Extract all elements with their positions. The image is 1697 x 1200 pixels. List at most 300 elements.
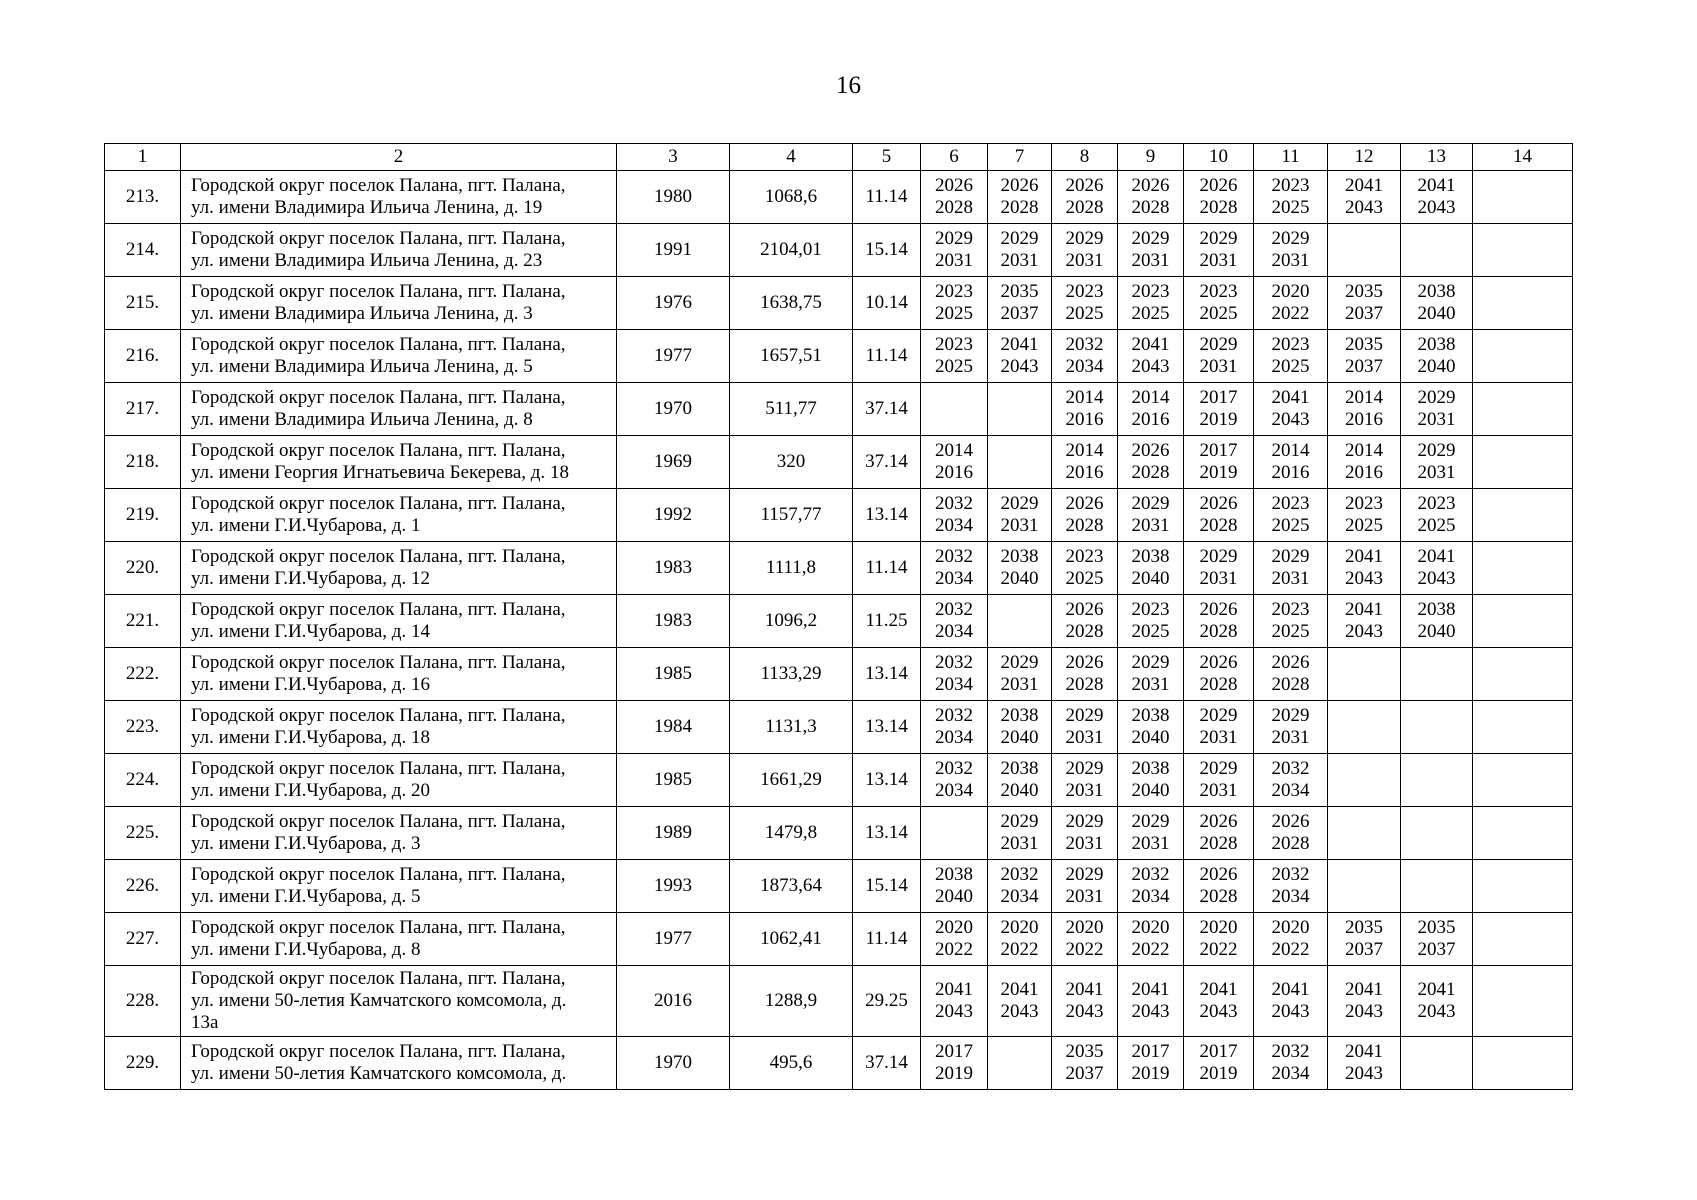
address-line: Городской округ поселок Палана, пгт. Палана,: [191, 1041, 566, 1062]
column-header: 10: [1184, 144, 1254, 171]
period-year: 2029: [1065, 228, 1104, 249]
table-row: [105, 330, 1573, 383]
period-cell: [1118, 860, 1184, 913]
period-year: 2031: [1271, 568, 1310, 589]
table-row: [105, 648, 1573, 701]
period-year: 2028: [1131, 462, 1170, 483]
table-row: [105, 754, 1573, 807]
period-year: 2043: [1345, 197, 1383, 218]
table-row: [105, 277, 1573, 330]
period-year: 2032: [935, 758, 973, 779]
period-year: 2031: [1131, 674, 1170, 695]
period-year: 2040: [1131, 727, 1170, 748]
period-cell: [1328, 1037, 1401, 1090]
area-cell: 1111,8: [730, 542, 853, 595]
period-year: 2029: [1065, 705, 1104, 726]
period-cell: [921, 648, 988, 701]
year-cell: 1993: [617, 860, 730, 913]
period-year: 2023: [1271, 599, 1310, 620]
address-line: ул. имени Владимира Ильича Ленина, д. 23: [191, 250, 543, 271]
period-cell: [921, 542, 988, 595]
address-line: Городской округ поселок Палана, пгт. Палана,: [191, 917, 566, 938]
period-cell: [988, 171, 1052, 224]
period-cell: [1328, 595, 1401, 648]
period-year: 2041: [1345, 599, 1383, 620]
period-year: 2029: [1065, 864, 1104, 885]
period-year: 2029: [1271, 228, 1310, 249]
period-year: 2026: [1199, 493, 1238, 514]
period-year: 2017: [1131, 1041, 1170, 1062]
period-cell: [1473, 224, 1573, 277]
period-year: 2034: [935, 515, 973, 536]
period-year: 2038: [1000, 705, 1039, 726]
period-cell: [921, 701, 988, 754]
period-year: 2026: [1199, 811, 1238, 832]
address-line: Городской округ поселок Палана, пгт. Палана,: [191, 175, 566, 196]
period-cell: [1052, 436, 1118, 489]
code-cell: 15.14: [853, 224, 921, 277]
period-cell: [1052, 224, 1118, 277]
row-number-cell: 220.: [105, 542, 181, 595]
period-cell: [921, 860, 988, 913]
period-year: 2032: [935, 705, 973, 726]
period-year: 2025: [1271, 356, 1310, 377]
period-year: 2025: [1065, 303, 1104, 324]
period-year: 2028: [1000, 197, 1039, 218]
area-cell: 511,77: [730, 383, 853, 436]
period-cell: [1473, 807, 1573, 860]
row-number-cell: 219.: [105, 489, 181, 542]
column-header: 5: [853, 144, 921, 171]
period-cell: [1401, 436, 1473, 489]
period-year: 2029: [1199, 705, 1238, 726]
period-year: 2029: [1000, 811, 1039, 832]
address-line: ул. имени Владимира Ильича Ленина, д. 5: [191, 356, 533, 377]
period-year: 2026: [1065, 599, 1104, 620]
period-year: 2014: [1131, 387, 1170, 408]
address-cell: [181, 595, 617, 648]
period-year: 2016: [935, 462, 973, 483]
period-year: 2019: [1199, 1063, 1238, 1084]
row-number-cell: 217.: [105, 383, 181, 436]
period-cell: [1328, 330, 1401, 383]
period-year: 2038: [1131, 546, 1170, 567]
period-year: 2022: [1000, 939, 1039, 960]
period-year: 2023: [1417, 493, 1456, 514]
row-number-cell: 216.: [105, 330, 181, 383]
period-cell: [1473, 913, 1573, 966]
period-year: 2043: [1199, 1001, 1238, 1022]
period-cell: [1401, 966, 1473, 1037]
period-year: 2025: [1131, 621, 1170, 642]
period-year: 2043: [1345, 568, 1383, 589]
area-cell: 1657,51: [730, 330, 853, 383]
period-year: 2041: [1131, 334, 1170, 355]
period-year: 2040: [1417, 356, 1456, 377]
row-number-cell: 215.: [105, 277, 181, 330]
code-cell: 37.14: [853, 1037, 921, 1090]
period-year: 2023: [1131, 281, 1170, 302]
period-year: 2026: [1065, 652, 1104, 673]
period-cell: [1328, 701, 1401, 754]
period-year: 2020: [1271, 917, 1310, 938]
period-year: 2029: [1417, 440, 1456, 461]
period-cell: [1118, 277, 1184, 330]
period-year: 2014: [1065, 440, 1104, 461]
period-year: 2028: [1065, 515, 1104, 536]
period-year: 2034: [935, 621, 973, 642]
period-cell: [988, 648, 1052, 701]
period-year: 2031: [1199, 356, 1238, 377]
address-cell: [181, 330, 617, 383]
period-cell: [921, 330, 988, 383]
period-year: 2035: [1345, 334, 1383, 355]
address-cell: [181, 1037, 617, 1090]
period-year: 2023: [1065, 281, 1104, 302]
period-cell: [1118, 383, 1184, 436]
period-year: 2043: [1345, 1001, 1383, 1022]
area-cell: 320: [730, 436, 853, 489]
column-header: 14: [1473, 144, 1573, 171]
period-cell: [1184, 807, 1254, 860]
column-header: 13: [1401, 144, 1473, 171]
address-line: ул. имени Владимира Ильича Ленина, д. 8: [191, 409, 533, 430]
period-cell: [988, 542, 1052, 595]
period-year: 2029: [1065, 811, 1104, 832]
period-year: 2028: [1271, 674, 1310, 695]
address-line: Городской округ поселок Палана, пгт. Палана,: [191, 228, 566, 249]
period-year: 2043: [935, 1001, 973, 1022]
period-year: 2025: [935, 356, 973, 377]
period-year: 2029: [1199, 228, 1238, 249]
period-year: 2025: [1199, 303, 1238, 324]
period-year: 2029: [1000, 652, 1039, 673]
period-year: 2034: [1271, 886, 1310, 907]
address-cell: [181, 860, 617, 913]
period-cell: [1254, 383, 1328, 436]
row-number-cell: 222.: [105, 648, 181, 701]
period-year: 2041: [1417, 546, 1456, 567]
code-cell: 37.14: [853, 383, 921, 436]
period-year: 2025: [1131, 303, 1170, 324]
period-year: 2031: [1417, 462, 1456, 483]
column-header: 12: [1328, 144, 1401, 171]
period-cell: [921, 1037, 988, 1090]
period-year: 2043: [1065, 1001, 1104, 1022]
period-cell: [1184, 171, 1254, 224]
period-cell: [1401, 542, 1473, 595]
period-cell: [1473, 595, 1573, 648]
period-cell: [1473, 542, 1573, 595]
period-year: 2034: [935, 674, 973, 695]
period-cell: [921, 913, 988, 966]
period-cell: [1184, 330, 1254, 383]
row-number-cell: 221.: [105, 595, 181, 648]
period-year: 2034: [1271, 1063, 1310, 1084]
period-cell: [1328, 807, 1401, 860]
address-cell: [181, 807, 617, 860]
buildings-table: [104, 143, 1573, 1090]
period-cell: [988, 383, 1052, 436]
period-year: 2043: [1345, 621, 1383, 642]
period-year: 2040: [1000, 568, 1039, 589]
period-year: 2040: [1131, 780, 1170, 801]
period-year: 2023: [1271, 175, 1310, 196]
column-header: 6: [921, 144, 988, 171]
column-header: 1: [105, 144, 181, 171]
address-cell: [181, 913, 617, 966]
period-cell: [1184, 860, 1254, 913]
period-cell: [988, 754, 1052, 807]
period-cell: [921, 277, 988, 330]
period-cell: [1473, 277, 1573, 330]
period-cell: [1052, 913, 1118, 966]
period-year: 2029: [1131, 811, 1170, 832]
address-line: ул. имени Владимира Ильича Ленина, д. 3: [191, 303, 533, 324]
address-line: Городской округ поселок Палана, пгт. Палана,: [191, 334, 566, 355]
address-line: ул. имени Г.И.Чубарова, д. 12: [191, 568, 430, 589]
period-cell: [1118, 595, 1184, 648]
address-line: Городской округ поселок Палана, пгт. Палана,: [191, 811, 566, 832]
period-year: 2043: [1271, 1001, 1310, 1022]
period-cell: [1254, 754, 1328, 807]
period-year: 2034: [1065, 356, 1104, 377]
table-row: [105, 489, 1573, 542]
period-cell: [1254, 807, 1328, 860]
period-year: 2041: [1271, 387, 1310, 408]
period-year: 2041: [1199, 979, 1238, 1000]
period-year: 2031: [1417, 409, 1456, 430]
period-year: 2029: [1199, 546, 1238, 567]
column-header: 9: [1118, 144, 1184, 171]
column-header: 7: [988, 144, 1052, 171]
period-year: 2026: [1199, 599, 1238, 620]
period-year: 2023: [1271, 493, 1310, 514]
period-year: 2029: [935, 228, 973, 249]
period-year: 2014: [1345, 387, 1383, 408]
table-row: [105, 383, 1573, 436]
period-cell: [1052, 330, 1118, 383]
year-cell: 1992: [617, 489, 730, 542]
year-cell: 1991: [617, 224, 730, 277]
code-cell: 15.14: [853, 860, 921, 913]
period-cell: [1052, 277, 1118, 330]
period-cell: [1473, 966, 1573, 1037]
period-cell: [1328, 860, 1401, 913]
year-cell: 1977: [617, 330, 730, 383]
address-line: ул. имени Г.И.Чубарова, д. 14: [191, 621, 430, 642]
period-year: 2031: [1131, 833, 1170, 854]
period-year: 2031: [1000, 674, 1039, 695]
period-year: 2031: [1000, 833, 1039, 854]
period-year: 2029: [1000, 228, 1039, 249]
period-year: 2022: [1199, 939, 1238, 960]
column-header: 3: [617, 144, 730, 171]
period-year: 2037: [1065, 1063, 1104, 1084]
year-cell: 1984: [617, 701, 730, 754]
period-year: 2026: [1199, 864, 1238, 885]
period-cell: [988, 330, 1052, 383]
table-row: [105, 542, 1573, 595]
area-cell: 495,6: [730, 1037, 853, 1090]
period-cell: [1328, 754, 1401, 807]
year-cell: 1985: [617, 754, 730, 807]
area-cell: 1638,75: [730, 277, 853, 330]
table-row: [105, 913, 1573, 966]
period-year: 2028: [1131, 197, 1170, 218]
address-line: ул. имени Г.И.Чубарова, д. 3: [191, 833, 421, 854]
period-year: 2035: [1065, 1041, 1104, 1062]
period-cell: [1118, 171, 1184, 224]
address-cell: [181, 436, 617, 489]
period-year: 2040: [1417, 303, 1456, 324]
period-year: 2037: [1345, 356, 1383, 377]
period-cell: [1118, 542, 1184, 595]
code-cell: 11.14: [853, 542, 921, 595]
address-line: ул. имени Г.И.Чубарова, д. 20: [191, 780, 430, 801]
period-cell: [988, 860, 1052, 913]
period-cell: [988, 595, 1052, 648]
address-line: Городской округ поселок Палана, пгт. Палана,: [191, 705, 566, 726]
period-cell: [988, 701, 1052, 754]
period-cell: [1328, 277, 1401, 330]
row-number-cell: 213.: [105, 171, 181, 224]
period-cell: [1254, 489, 1328, 542]
period-cell: [1328, 648, 1401, 701]
period-cell: [1254, 595, 1328, 648]
period-year: 2034: [1131, 886, 1170, 907]
period-year: 2041: [935, 979, 973, 1000]
period-year: 2019: [1131, 1063, 1170, 1084]
address-line: Городской округ поселок Палана, пгт. Палана,: [191, 440, 566, 461]
period-year: 2032: [935, 493, 973, 514]
period-year: 2028: [1271, 833, 1310, 854]
address-line: ул. имени 50-летия Камчатского комсомола, д.: [191, 990, 567, 1011]
period-cell: [1328, 913, 1401, 966]
period-year: 2032: [1065, 334, 1104, 355]
period-year: 2041: [1345, 546, 1383, 567]
period-cell: [1328, 224, 1401, 277]
area-cell: 1873,64: [730, 860, 853, 913]
row-number-cell: 228.: [105, 966, 181, 1037]
period-year: 2017: [1199, 387, 1238, 408]
period-year: 2020: [1065, 917, 1104, 938]
period-cell: [1184, 701, 1254, 754]
period-cell: [1052, 648, 1118, 701]
period-year: 2023: [935, 334, 973, 355]
period-year: 2023: [1271, 334, 1310, 355]
period-year: 2028: [1065, 674, 1104, 695]
address-line: ул. имени Г.И.Чубарова, д. 8: [191, 939, 421, 960]
period-year: 2019: [1199, 462, 1238, 483]
period-year: 2020: [1000, 917, 1039, 938]
period-year: 2028: [1199, 674, 1238, 695]
address-line: Городской округ поселок Палана, пгт. Палана,: [191, 758, 566, 779]
period-cell: [1184, 1037, 1254, 1090]
period-cell: [1401, 913, 1473, 966]
table-row: [105, 436, 1573, 489]
period-year: 2026: [1199, 652, 1238, 673]
address-line: Городской округ поселок Палана, пгт. Палана,: [191, 652, 566, 673]
period-year: 2037: [1345, 939, 1383, 960]
period-year: 2031: [1199, 780, 1238, 801]
period-cell: [1254, 648, 1328, 701]
period-cell: [1401, 383, 1473, 436]
period-cell: [921, 489, 988, 542]
period-year: 2029: [1199, 334, 1238, 355]
period-cell: [1052, 807, 1118, 860]
period-year: 2031: [1131, 250, 1170, 271]
period-cell: [1118, 1037, 1184, 1090]
period-cell: [1118, 648, 1184, 701]
period-cell: [921, 966, 988, 1037]
address-line: Городской округ поселок Палана, пгт. Палана,: [191, 968, 566, 989]
period-year: 2038: [1417, 334, 1456, 355]
period-cell: [988, 1037, 1052, 1090]
period-year: 2026: [1065, 175, 1104, 196]
period-cell: [988, 224, 1052, 277]
period-cell: [1254, 542, 1328, 595]
period-year: 2041: [1417, 979, 1456, 1000]
period-year: 2028: [1199, 833, 1238, 854]
table-row: [105, 860, 1573, 913]
column-header: 4: [730, 144, 853, 171]
period-cell: [1401, 224, 1473, 277]
period-year: 2019: [935, 1063, 973, 1084]
period-cell: [1473, 383, 1573, 436]
year-cell: 1983: [617, 595, 730, 648]
address-cell: [181, 383, 617, 436]
period-year: 2043: [1000, 356, 1039, 377]
address-cell: [181, 648, 617, 701]
period-year: 2041: [1345, 175, 1383, 196]
period-year: 2041: [1345, 979, 1383, 1000]
period-cell: [1473, 489, 1573, 542]
code-cell: 11.25: [853, 595, 921, 648]
period-year: 2020: [1199, 917, 1238, 938]
period-cell: [1254, 436, 1328, 489]
period-cell: [1118, 330, 1184, 383]
period-year: 2026: [1000, 175, 1039, 196]
period-cell: [1118, 436, 1184, 489]
code-cell: 11.14: [853, 330, 921, 383]
period-year: 2041: [1417, 175, 1456, 196]
year-cell: 1970: [617, 383, 730, 436]
period-year: 2038: [1417, 599, 1456, 620]
period-cell: [1401, 754, 1473, 807]
period-year: 2020: [1131, 917, 1170, 938]
address-line: Городской округ поселок Палана, пгт. Палана,: [191, 493, 566, 514]
period-year: 2041: [1065, 979, 1104, 1000]
period-year: 2026: [1271, 652, 1310, 673]
period-year: 2028: [1065, 621, 1104, 642]
address-line: ул. имени 50-летия Камчатского комсомола, д.: [191, 1063, 567, 1084]
area-cell: 1661,29: [730, 754, 853, 807]
period-year: 2025: [1271, 197, 1310, 218]
period-cell: [1401, 860, 1473, 913]
period-year: 2034: [1271, 780, 1310, 801]
period-cell: [1401, 1037, 1473, 1090]
period-year: 2026: [935, 175, 973, 196]
code-cell: 13.14: [853, 807, 921, 860]
period-cell: [1254, 860, 1328, 913]
row-number-cell: 226.: [105, 860, 181, 913]
address-line: ул. имени Г.И.Чубарова, д. 16: [191, 674, 430, 695]
address-cell: [181, 701, 617, 754]
table-row: [105, 224, 1573, 277]
period-year: 2031: [1065, 727, 1104, 748]
address-line: ул. имени Г.И.Чубарова, д. 1: [191, 515, 421, 536]
